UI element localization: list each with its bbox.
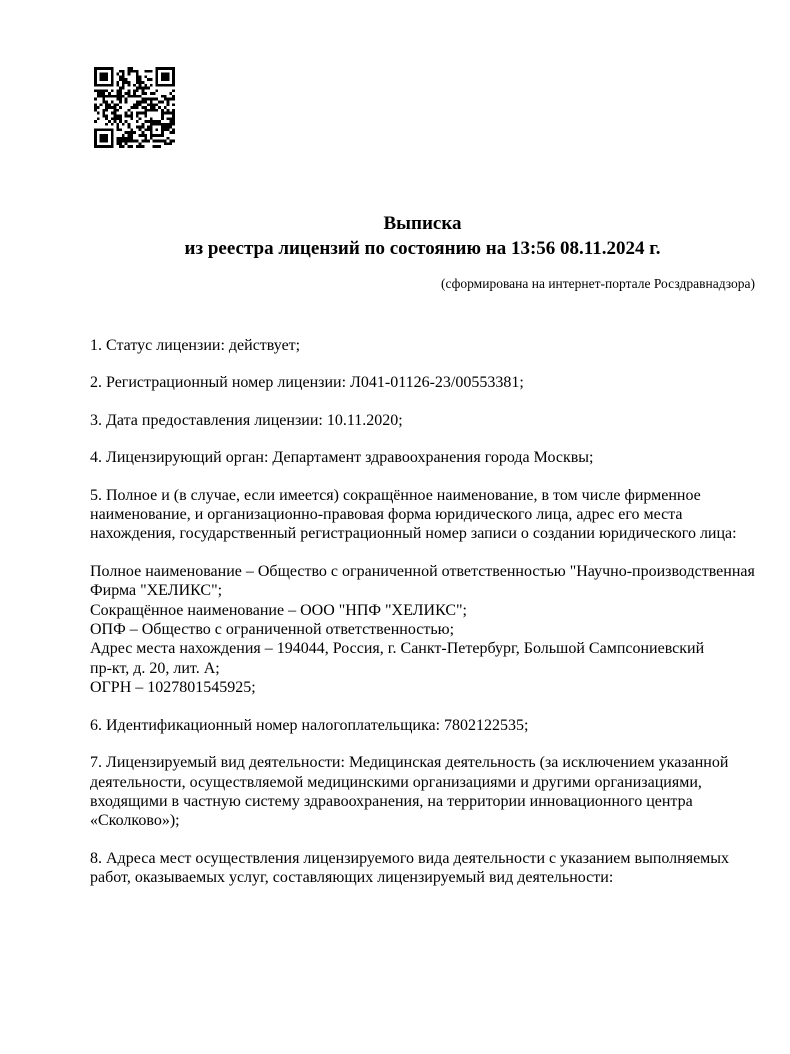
text-line: деятельности, осуществляемой медицинскими организациями и другими организациями,: [90, 773, 702, 791]
text-line: 3. Дата предоставления лицензии: 10.11.2020;: [90, 411, 403, 429]
text-line: 5. Полное и (в случае, если имеется) сокращённое наименование, в том числе фирменное: [90, 486, 701, 504]
item-3-grant-date: [90, 411, 755, 430]
text-line: работ, оказываемых услуг, составляющих лицензируемый вид деятельности:: [90, 869, 614, 887]
item-6-taxpayer-number: [90, 716, 755, 735]
item-7-licensed-activity: [90, 753, 755, 831]
document-body: [90, 336, 755, 888]
item-5-organization-details: [90, 562, 755, 698]
text-line: 2. Регистрационный номер лицензии: Л041-01126-23/00553381;: [90, 374, 524, 392]
text-line: 1. Статус лицензии: действует;: [90, 337, 301, 354]
text-line: пр-кт, д. 20, лит. А;: [90, 659, 220, 677]
item-2-registration-number: [90, 373, 755, 392]
item-4-licensing-authority: [90, 448, 755, 467]
item-5-names-heading: [90, 486, 755, 544]
title-line-2: из реестра лицензий по состоянию на 13:56 08.11.2024 г.: [184, 238, 661, 259]
text-line: Адрес места нахождения – 194044, Россия, г. Санкт-Петербург, Большой Сампсониевский: [90, 640, 705, 658]
text-line: наименование, и организационно-правовая форма юридического лица, адрес его места: [90, 506, 683, 524]
item-1-license-status: [90, 336, 755, 355]
text-line: входящими в частную систему здравоохранения, на территории инновационного центра: [90, 792, 693, 810]
item-8-activity-addresses: [90, 849, 755, 888]
text-line: ОГРН – 1027801545925;: [90, 679, 256, 697]
text-line: ОПФ – Общество с ограниченной ответственностью;: [90, 621, 455, 639]
text-line: нахождения, государственный регистрационный номер записи о создании юридического лица:: [90, 525, 737, 543]
text-line: Полное наименование – Общество с ограниченной ответственностью "Научно-производственная: [90, 562, 755, 580]
text-line: Фирма "ХЕЛИКС";: [90, 582, 223, 600]
title-line-1: Выписка: [383, 213, 462, 234]
text-line: «Сколково»);: [90, 812, 180, 830]
document-subtitle: (сформирована на интернет-портале Росздравнадзора): [440, 276, 755, 291]
document-title: [90, 211, 755, 261]
text-line: 4. Лицензирующий орган: Департамент здравоохранения города Москвы;: [90, 449, 594, 467]
text-line: 8. Адреса мест осуществления лицензируемого вида деятельности с указанием выполняемых: [90, 849, 730, 867]
qr-code: [94, 67, 175, 148]
text-line: 7. Лицензируемый вид деятельности: Медицинская деятельность (за исключением указанной: [90, 754, 729, 772]
document-content: [90, 211, 755, 888]
text-line: 6. Идентификационный номер налогоплательщика: 7802122535;: [90, 716, 529, 734]
text-line: Сокращённое наименование – ООО "НПФ "ХЕЛИКС";: [90, 601, 467, 619]
